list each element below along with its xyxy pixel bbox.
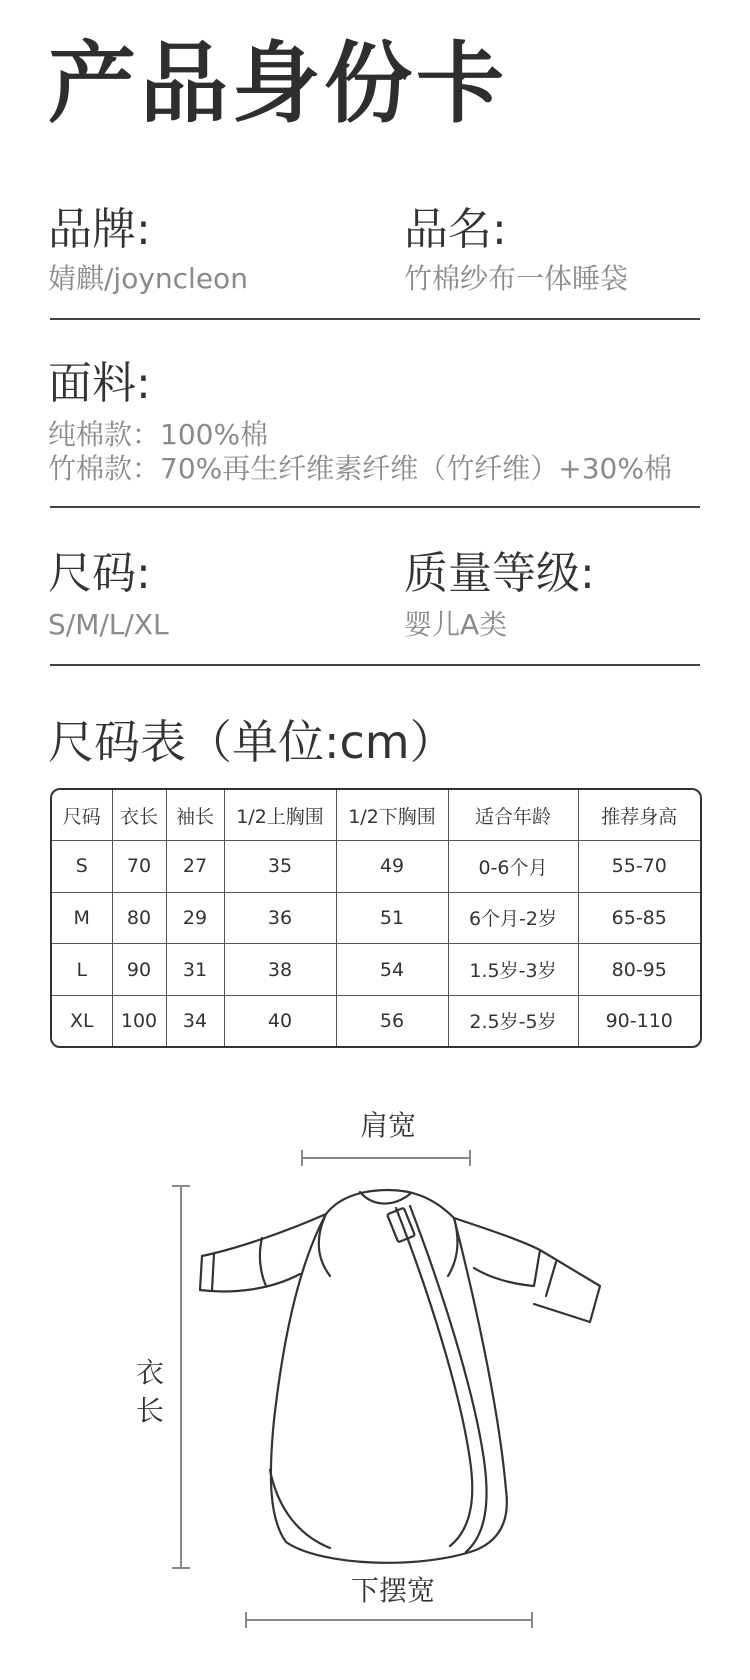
table-cell: 34 [166,995,224,1046]
quality-label: 质量等级: [404,548,595,599]
table-cell: 90 [112,944,166,996]
header-cell: 1/2下胸围 [336,790,448,841]
table-cell: 1.5岁-3岁 [448,944,578,996]
table-cell: 56 [336,995,448,1046]
table-cell: 100 [112,995,166,1046]
header-cell: 1/2上胸围 [224,790,336,841]
table-cell: M [52,892,112,944]
fabric-line: 竹棉款：70%再生纤维素纤维（竹纤维）+30%棉 [48,452,672,485]
table-cell: 80 [112,892,166,944]
shoulder-width-label: 肩宽 [359,1109,417,1142]
fabric-line: 纯棉款：100%棉 [48,418,269,451]
length-line [172,1186,190,1568]
quality-value: 婴儿A类 [404,608,508,641]
table-cell: 35 [224,841,336,893]
table-cell: L [52,944,112,996]
table-row [52,995,700,1046]
divider [50,506,700,508]
table-cell: S [52,841,112,893]
garment-icon [200,1190,600,1563]
hem-width-label: 下摆宽 [350,1574,436,1607]
table-cell: 51 [336,892,448,944]
header-cell: 尺码 [52,790,112,841]
size-value: S/M/L/XL [48,608,169,641]
table-cell: 70 [112,841,166,893]
length-label: 衣 [135,1356,165,1389]
table-row [52,841,700,893]
table-header-row [52,790,700,841]
table-cell: 90-110 [578,995,700,1046]
fabric-label: 面料: [48,358,151,409]
sleeping-bag-diagram [0,1090,750,1650]
table-cell: 65-85 [578,892,700,944]
brand-value: 婧麒/joyncleon [48,262,248,295]
length-label: 长 [135,1394,165,1427]
table-cell: 40 [224,995,336,1046]
table-cell: 80-95 [578,944,700,996]
table-cell: 2.5岁-5岁 [448,995,578,1046]
header-cell: 推荐身高 [578,790,700,841]
table-cell: 31 [166,944,224,996]
table-row [52,892,700,944]
product-name-label: 品名: [404,204,507,255]
table-cell: 29 [166,892,224,944]
size-chart-table [50,788,702,1048]
table-cell: 27 [166,841,224,893]
table-cell: XL [52,995,112,1046]
size-label: 尺码: [48,548,151,599]
table-cell: 0-6个月 [448,841,578,893]
table-cell: 38 [224,944,336,996]
product-name-value: 竹棉纱布一体睡袋 [404,262,629,295]
header-cell: 袖长 [166,790,224,841]
shoulder-width-line [302,1150,470,1166]
table-cell: 54 [336,944,448,996]
hem-width-line [246,1612,532,1628]
table-row [52,944,700,996]
size-chart-title: 尺码表（单位:cm） [48,715,456,769]
table-cell: 55-70 [578,841,700,893]
header-cell: 适合年龄 [448,790,578,841]
header-cell: 衣长 [112,790,166,841]
table-cell: 36 [224,892,336,944]
divider [50,664,700,666]
table-cell: 49 [336,841,448,893]
brand-label: 品牌: [48,204,151,255]
divider [50,318,700,320]
table-cell: 6个月-2岁 [448,892,578,944]
page-title: 产品身份卡 [48,32,509,135]
